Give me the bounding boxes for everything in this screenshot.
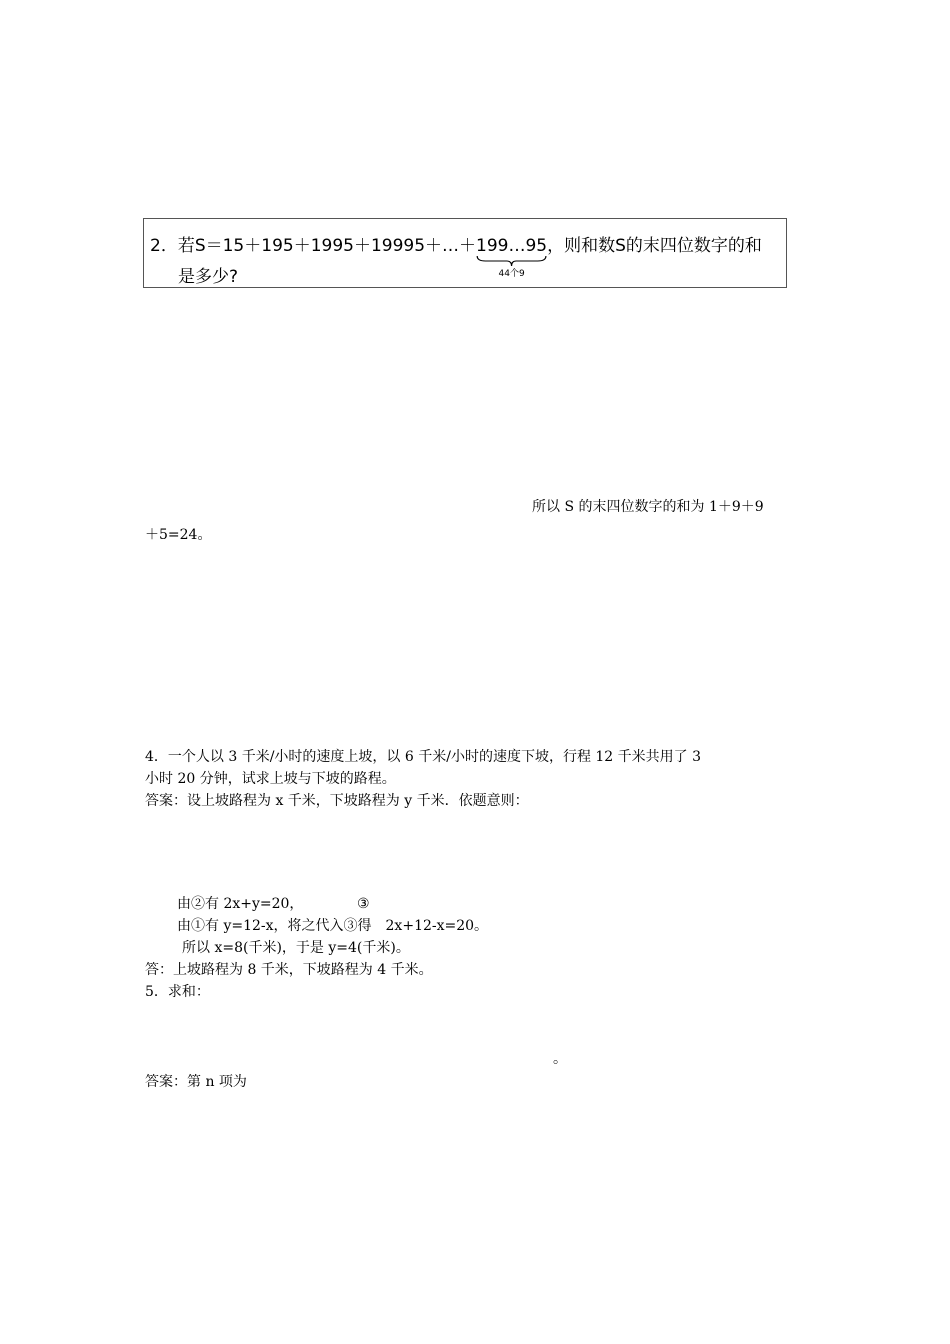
problem-4-question-line-1: 4．一个人以 3 千米/小时的速度上坡，以 6 千米/小时的速度下坡，行程 12 千米共用了 3 [145, 749, 702, 765]
problem-5-question: 5．求和： [145, 984, 210, 1000]
problem-4-answer-intro: 答案：设上坡路程为 x 千米，下坡路程为 y 千米．依题意则： [145, 793, 529, 809]
answer-2-line-2: ＋5=24。 [145, 527, 212, 543]
problem-4-question-line-2: 小时 20 分钟，试求上坡与下坡的路程。 [145, 771, 396, 787]
problem-4-step-3: 所以 x=8(千米)，于是 y=4(千米)。 [182, 940, 410, 956]
problem-5-period: 。 [553, 1051, 567, 1067]
problem-4-step-1: 由②有 2x+y=20， [177, 896, 304, 912]
equation-marker-3: ③ [357, 896, 370, 912]
underbraced-term [476, 236, 548, 279]
answer-2-line-1: 所以 S 的末四位数字的和为 1＋9＋9 [532, 499, 764, 515]
problem-4-step-2: 由①有 y=12-x，将之代入③得 2x+12-x=20。 [177, 918, 489, 934]
problem-4-conclusion: 答：上坡路程为 8 千米，下坡路程为 4 千米。 [145, 962, 433, 978]
problem-5-answer: 答案：第 n 项为 [145, 1074, 247, 1090]
problem-2-line-2: 是多少? [178, 267, 239, 287]
problem-2-expression: 若S＝15＋195＋1995＋19995＋…＋ [177, 236, 477, 256]
underbraced-number: 199…95 [476, 236, 548, 256]
problem-2-box [143, 218, 787, 288]
problem-2-question-tail: ，则和数S的末四位数字的和 [547, 236, 762, 256]
problem-2-number: 2． [150, 236, 178, 256]
brace-label: 44个9 [498, 269, 525, 279]
